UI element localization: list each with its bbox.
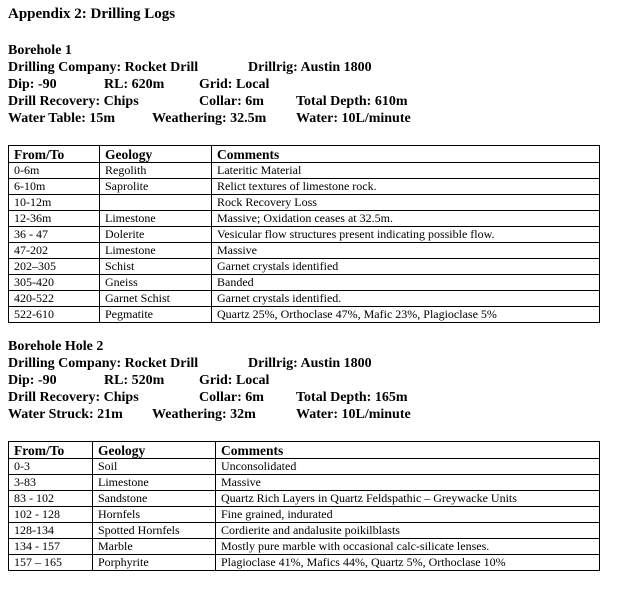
cell-from-to: 128-134 (9, 523, 93, 539)
cell-comments: Garnet crystals identified (212, 259, 600, 275)
borehole-2-name: Borehole Hole 2 (8, 339, 104, 354)
cell-comments: Banded (212, 275, 600, 291)
cell-comments: Cordierite and andalusite poikilblasts (216, 523, 600, 539)
borehole-1-dip: Dip: -90 (8, 77, 57, 92)
cell-comments: Mostly pure marble with occasional calc-silicate lenses. (216, 539, 600, 555)
cell-comments: Relict textures of limestone rock. (212, 179, 600, 195)
table-row (9, 227, 600, 243)
borehole-1-name: Borehole 1 (8, 43, 72, 58)
cell-geology: Limestone (100, 211, 212, 227)
cell-from-to: 305-420 (9, 275, 100, 291)
cell-geology (100, 195, 212, 211)
cell-geology: Hornfels (93, 507, 216, 523)
borehole-1-log-table (8, 145, 600, 323)
borehole-1-total-depth: Total Depth: 610m (296, 94, 408, 109)
column-header-from-to: From/To (9, 146, 100, 163)
borehole-1-collar: Collar: 6m (199, 94, 264, 109)
cell-geology: Dolerite (100, 227, 212, 243)
borehole-1-line-dip (8, 77, 628, 94)
borehole-2-drillrig: Drillrig: Austin 1800 (248, 356, 372, 371)
cell-comments: Lateritic Material (212, 163, 600, 179)
borehole-2-line-dip (8, 373, 628, 390)
cell-from-to: 83 - 102 (9, 491, 93, 507)
table-row (9, 307, 600, 323)
borehole-1-grid: Grid: Local (199, 77, 270, 92)
column-header-geology: Geology (93, 442, 216, 459)
table-header-row (9, 442, 600, 459)
column-header-geology: Geology (100, 146, 212, 163)
table-row (9, 491, 600, 507)
table-header-row (9, 146, 600, 163)
cell-geology: Limestone (93, 475, 216, 491)
cell-geology: Limestone (100, 243, 212, 259)
borehole-2-log-table (8, 441, 600, 571)
column-header-comments: Comments (212, 146, 600, 163)
cell-geology: Schist (100, 259, 212, 275)
borehole-2-weathering: Weathering: 32m (152, 407, 256, 422)
cell-geology: Saprolite (100, 179, 212, 195)
cell-from-to: 47-202 (9, 243, 100, 259)
cell-comments: Vesicular flow structures present indicating possible flow. (212, 227, 600, 243)
cell-from-to: 0-6m (9, 163, 100, 179)
column-header-comments: Comments (216, 442, 600, 459)
cell-from-to: 202–305 (9, 259, 100, 275)
cell-comments: Plagioclase 41%, Mafics 44%, Quartz 5%, Orthoclase 10% (216, 555, 600, 571)
table-row (9, 523, 600, 539)
borehole-2-total-depth: Total Depth: 165m (296, 390, 408, 405)
borehole-2-line-water (8, 407, 628, 424)
table-row (9, 179, 600, 195)
table-row (9, 275, 600, 291)
cell-geology: Sandstone (93, 491, 216, 507)
cell-comments: Massive; Oxidation ceases at 32.5m. (212, 211, 600, 227)
borehole-2-water-struck: Water Struck: 21m (8, 407, 123, 422)
cell-from-to: 420-522 (9, 291, 100, 307)
borehole-1-line-company (8, 60, 628, 77)
borehole-2-drilling-company: Drilling Company: Rocket Drill (8, 356, 199, 371)
borehole-2-line-company (8, 356, 628, 373)
cell-geology: Garnet Schist (100, 291, 212, 307)
table-row (9, 539, 600, 555)
cell-geology: Spotted Hornfels (93, 523, 216, 539)
borehole-1-water-table: Water Table: 15m (8, 111, 116, 126)
table-row (9, 243, 600, 259)
cell-from-to: 522-610 (9, 307, 100, 323)
borehole-2-grid: Grid: Local (199, 373, 270, 388)
cell-from-to: 0-3 (9, 459, 93, 475)
table-row (9, 459, 600, 475)
borehole-1-weathering: Weathering: 32.5m (152, 111, 267, 126)
cell-from-to: 134 - 157 (9, 539, 93, 555)
cell-from-to: 10-12m (9, 195, 100, 211)
page-title: Appendix 2: Drilling Logs (8, 6, 176, 22)
borehole-1-line-recovery (8, 94, 628, 111)
cell-geology: Porphyrite (93, 555, 216, 571)
cell-comments: Fine grained, indurated (216, 507, 600, 523)
cell-geology: Regolith (100, 163, 212, 179)
cell-comments: Unconsolidated (216, 459, 600, 475)
table-row (9, 507, 600, 523)
borehole-2-collar: Collar: 6m (199, 390, 264, 405)
table-row (9, 195, 600, 211)
borehole-1-line-water (8, 111, 628, 128)
cell-from-to: 102 - 128 (9, 507, 93, 523)
borehole-2-line-recovery (8, 390, 628, 407)
table-row (9, 163, 600, 179)
cell-geology: Pegmatite (100, 307, 212, 323)
cell-geology: Soil (93, 459, 216, 475)
cell-from-to: 3-83 (9, 475, 93, 491)
cell-comments: Rock Recovery Loss (212, 195, 600, 211)
cell-from-to: 36 - 47 (9, 227, 100, 243)
borehole-1-log-rows (9, 163, 600, 323)
borehole-2-water: Water: 10L/minute (296, 407, 411, 422)
borehole-1-drillrig: Drillrig: Austin 1800 (248, 60, 372, 75)
cell-comments: Massive (212, 243, 600, 259)
cell-geology: Marble (93, 539, 216, 555)
table-row (9, 291, 600, 307)
cell-from-to: 12-36m (9, 211, 100, 227)
table-row (9, 555, 600, 571)
cell-from-to: 157 – 165 (9, 555, 93, 571)
table-row (9, 259, 600, 275)
borehole-1-water: Water: 10L/minute (296, 111, 411, 126)
cell-comments: Massive (216, 475, 600, 491)
borehole-2-dip: Dip: -90 (8, 373, 57, 388)
cell-comments: Quartz 25%, Orthoclase 47%, Mafic 23%, Plagioclase 5% (212, 307, 600, 323)
cell-comments: Quartz Rich Layers in Quartz Feldspathic – Greywacke Units (216, 491, 600, 507)
cell-from-to: 6-10m (9, 179, 100, 195)
borehole-2-log-rows (9, 459, 600, 571)
table-row (9, 211, 600, 227)
borehole-2-rl: RL: 520m (104, 373, 165, 388)
borehole-1-rl: RL: 620m (104, 77, 165, 92)
cell-comments: Garnet crystals identified. (212, 291, 600, 307)
borehole-2-recovery: Drill Recovery: Chips (8, 390, 139, 405)
borehole-1-recovery: Drill Recovery: Chips (8, 94, 139, 109)
cell-geology: Gneiss (100, 275, 212, 291)
borehole-1-drilling-company: Drilling Company: Rocket Drill (8, 60, 199, 75)
table-row (9, 475, 600, 491)
column-header-from-to: From/To (9, 442, 93, 459)
